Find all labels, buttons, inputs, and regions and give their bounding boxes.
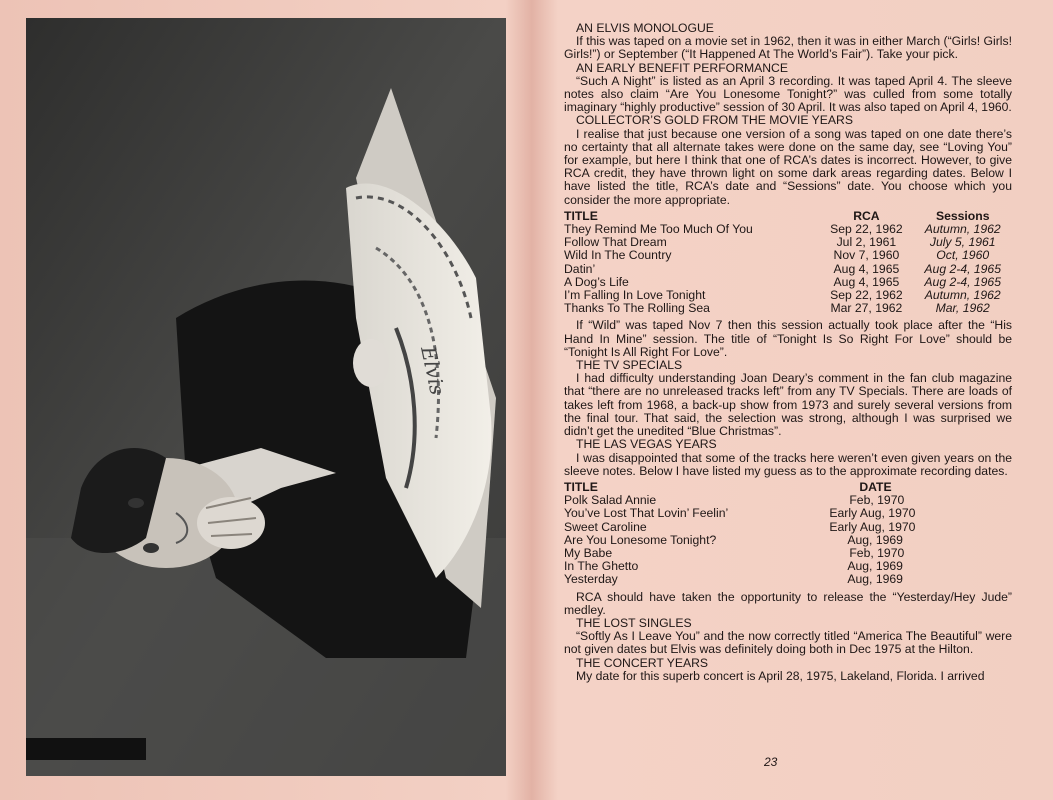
cell-title: In The Ghetto xyxy=(564,559,639,574)
cell-date: Early Aug, 1970 xyxy=(829,506,916,521)
cell-rca: Mar 27, 1962 xyxy=(830,301,903,316)
cell-date: Aug, 1969 xyxy=(847,532,903,547)
cell-title: Yesterday xyxy=(564,572,618,587)
table-header-row xyxy=(564,480,1012,494)
heading-las-vegas: THE LAS VEGAS YEARS xyxy=(576,437,717,452)
heading-collectors-gold: COLLECTOR’S GOLD FROM THE MOVIE YEARS xyxy=(576,113,853,128)
paragraph-las-vegas: I was disappointed that some of the tracks here weren’t even given years on the sleeve notes. Below I have listed my guess as to the approximate recording dates. xyxy=(564,450,1012,478)
photo-elvis-with-cake xyxy=(26,18,506,776)
cell-sessions: Aug 2-4, 1965 xyxy=(924,274,1001,289)
column-header-sessions: Sessions xyxy=(935,208,990,223)
cell-title: Sweet Caroline xyxy=(564,519,647,534)
column-header-date: DATE xyxy=(859,479,892,494)
page-number: 23 xyxy=(764,755,778,769)
paragraph-movie-years-after: If “Wild” was taped Nov 7 then this session actually took place after the “His Hand In Mine” session. The title of “Tonight Is So Right For Love” should be “Tonight Is All Right For Love”. xyxy=(564,318,1012,359)
cell-sessions: Aug 2-4, 1965 xyxy=(924,261,1001,276)
paragraph-lost-singles: “Softly As I Leave You” and the now correctly titled “America The Beautiful” were not given dates but Elvis was definitely doing both in Dec 1975 at the Hilton. xyxy=(564,629,1012,657)
cell-sessions: Autumn, 1962 xyxy=(924,222,1001,237)
column-header-title: TITLE xyxy=(564,208,598,223)
column-header-rca: RCA xyxy=(853,208,880,223)
paragraph-las-vegas-after: RCA should have taken the opportunity to release the “Yesterday/Hey Jude” medley. xyxy=(564,589,1012,617)
table-row xyxy=(564,521,1012,534)
cell-title: A Dog’s Life xyxy=(564,274,629,289)
movie-dates-table xyxy=(564,209,1012,316)
heading-tv-specials: THE TV SPECIALS xyxy=(576,358,683,373)
cell-title: Thanks To The Rolling Sea xyxy=(564,301,710,316)
table-row xyxy=(564,560,1012,573)
heading-early-benefit: AN EARLY BENEFIT PERFORMANCE xyxy=(576,60,788,75)
cell-sessions: Autumn, 1962 xyxy=(924,288,1001,303)
cell-title: Polk Salad Annie xyxy=(564,493,657,508)
cell-sessions: Oct, 1960 xyxy=(936,248,990,263)
cell-rca: Sep 22, 1962 xyxy=(830,222,903,237)
cell-title: I’m Falling In Love Tonight xyxy=(564,288,706,303)
cell-rca: Sep 22, 1962 xyxy=(830,288,903,303)
paragraph-concert-years: My date for this superb concert is April 28, 1975, Lakeland, Florida. I arrived xyxy=(576,668,985,683)
cell-sessions: July 5, 1961 xyxy=(929,235,996,250)
table-row xyxy=(564,534,1012,547)
table-row xyxy=(564,507,1012,520)
cell-title: Datin’ xyxy=(564,261,596,276)
table-row xyxy=(564,249,1012,262)
cake-lettering: Elvis xyxy=(416,344,450,397)
article-column xyxy=(564,22,1012,683)
cell-title: Follow That Dream xyxy=(564,235,667,250)
column-header-title: TITLE xyxy=(564,479,598,494)
cell-rca: Jul 2, 1961 xyxy=(836,235,897,250)
cell-sessions: Mar, 1962 xyxy=(935,301,990,316)
cell-title: Are You Lonesome Tonight? xyxy=(564,532,717,547)
cell-date: Early Aug, 1970 xyxy=(829,519,916,534)
cell-date: Feb, 1970 xyxy=(849,545,905,560)
paragraph-tv-specials: I had difficulty understanding Joan Deary’s comment in the fan club magazine that “there are no unreleased tracks left” from any TV Specials. There are loads of takes left from 1968, a back-up show from 1973 and surely several versions from the final tour. That said, the selection was strong, although I was surprised we didn’t get the unedited “Blue Christmas”. xyxy=(564,371,1012,439)
cell-title: They Remind Me Too Much Of You xyxy=(564,222,753,237)
heading-lost-singles: THE LOST SINGLES xyxy=(576,615,692,630)
cell-date: Feb, 1970 xyxy=(849,493,905,508)
table-row xyxy=(564,302,1012,315)
cell-title: You’ve Lost That Lovin’ Feelin’ xyxy=(564,506,729,521)
table-row xyxy=(564,263,1012,276)
cell-title: My Babe xyxy=(564,545,613,560)
cell-title: Wild In The Country xyxy=(564,248,672,263)
cell-date: Aug, 1969 xyxy=(847,572,903,587)
heading-elvis-monologue: AN ELVIS MONOLOGUE xyxy=(576,21,714,35)
paragraph-movie-years: I realise that just because one version of a song was taped on one date there’s no certainty that all alternate takes were done on the same day, see “Loving You” for example, but here I think that one of RCA’s dates is incorrect. However, to give RCA credit, they have thrown light on some dark areas regarding dates. Below I have listed the title, RCA’s date and “Sessions” date. You choose which you consider the more appropriate. xyxy=(564,126,1012,207)
paragraph-monologue: If this was taped on a movie set in 1962, then it was in either March (“Girls! Girls! Girls!”) or September (“It Happened At The World’s Fair”). Take your pick. xyxy=(564,34,1012,62)
vegas-dates-table xyxy=(564,480,1012,587)
cell-rca: Aug 4, 1965 xyxy=(833,261,900,276)
heading-concert-years: THE CONCERT YEARS xyxy=(576,655,709,670)
paragraph-benefit: “Such A Night” is listed as an April 3 recording. It was taped April 4. The sleeve notes also claim “Are You Lonesome Tonight?” was culled from some totally imaginary “highly productive” session of 30 April. It was also taped on April 4, 1960. xyxy=(564,73,1012,115)
table-row xyxy=(564,573,1012,586)
cell-rca: Nov 7, 1960 xyxy=(833,248,900,263)
cell-rca: Aug 4, 1965 xyxy=(833,274,900,289)
photo-illustration xyxy=(26,18,506,776)
table-header-row xyxy=(564,209,1012,223)
cell-date: Aug, 1969 xyxy=(847,559,903,574)
